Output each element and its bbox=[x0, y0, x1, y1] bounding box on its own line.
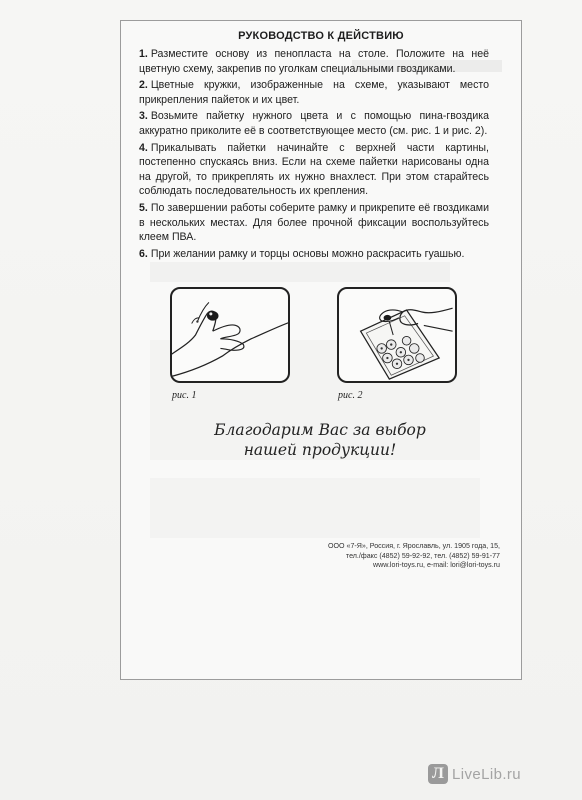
hand-with-sequin-icon bbox=[172, 289, 288, 381]
step-text: Цветные кружки, изображенные на схеме, указывают место прикрепления пайеток и их цвет. bbox=[139, 79, 489, 106]
contact-phones: тел./факс (4852) 59-92-92, тел. (4852) 59-91-77 bbox=[345, 551, 500, 560]
step-5 bbox=[139, 201, 489, 245]
instructions-title: РУКОВОДСТВО К ДЕЙСТВИЮ bbox=[238, 30, 404, 42]
livelib-logo-icon: Л bbox=[428, 764, 448, 784]
step-number: 4. bbox=[139, 141, 148, 154]
thank-you-line-1: Благодарим Вас за выбор bbox=[214, 421, 426, 439]
step-text: Разместите основу из пенопласта на столе. Положите на неё цветную схему, закрепив по уголкам специальными гвоздиками. bbox=[139, 48, 489, 75]
figure-2-caption: рис. 2 bbox=[338, 390, 363, 401]
step-text: Прикалывать пайетки начинайте с верхней части картины, постепенно спускаясь вниз. Если на схеме пайетки нарисованы одна на другой, то прикреплять их нужно внахлест. При этом старайтесь соблюдать последовательность их крепления. bbox=[139, 141, 489, 198]
watermark-text: LiveLib.ru bbox=[452, 765, 522, 783]
figure-1-caption: рис. 1 bbox=[172, 390, 197, 401]
step-3 bbox=[139, 109, 489, 138]
step-number: 1. bbox=[139, 48, 148, 60]
step-text: При желании рамку и торцы основы можно раскрасить гуашью. bbox=[150, 247, 465, 260]
watermark bbox=[428, 763, 521, 785]
company-contacts bbox=[240, 542, 500, 571]
step-number: 3. bbox=[139, 110, 148, 123]
step-4 bbox=[139, 141, 489, 199]
thank-you-line-2: нашей продукции! bbox=[243, 441, 397, 459]
thank-you-message bbox=[200, 420, 440, 460]
step-number: 2. bbox=[139, 79, 148, 92]
step-1 bbox=[139, 47, 489, 76]
step-number: 6. bbox=[139, 247, 148, 260]
step-text: По завершении работы соберите рамку и прикрепите её гвоздиками в нескольких местах. Для более прочной фиксации воспользуйтесь клеем ПВА. bbox=[139, 201, 489, 244]
step-number: 5. bbox=[139, 201, 148, 214]
contact-web: www.lori-toys.ru, e-mail: lori@lori-toys.ru bbox=[372, 561, 500, 570]
step-6 bbox=[139, 247, 489, 262]
step-text: Возьмите пайетку нужного цвета и с помощью пина-гвоздика аккуратно приколите её в соответствующее место (см. рис. 1 и рис. 2). bbox=[139, 110, 489, 137]
step-2 bbox=[139, 78, 489, 107]
figure-2-pinning-sequins bbox=[337, 287, 457, 383]
figure-1-hand-with-sequin bbox=[170, 287, 290, 383]
hand-pinning-sequin-icon bbox=[339, 289, 455, 381]
instructions-list bbox=[139, 47, 489, 263]
contact-address: ООО «7-Я», Россия, г. Ярославль, ул. 1905 года, 15, bbox=[327, 542, 500, 550]
